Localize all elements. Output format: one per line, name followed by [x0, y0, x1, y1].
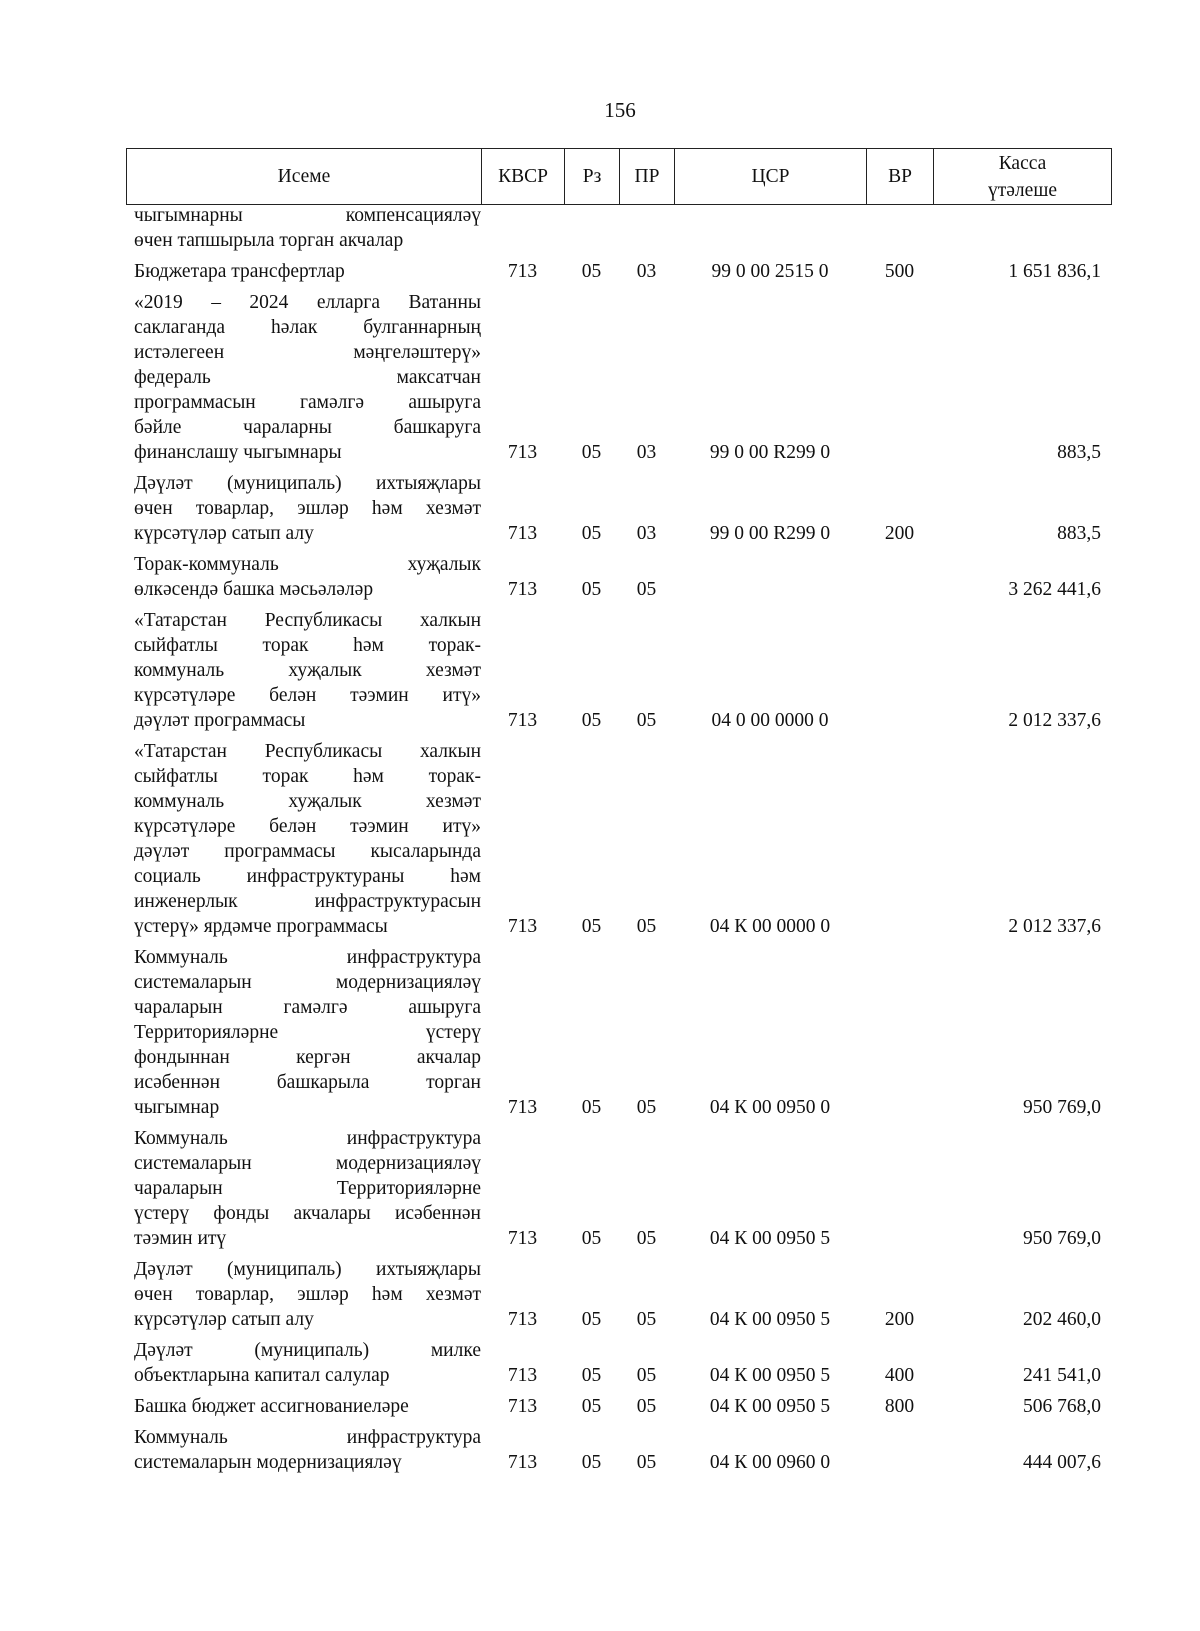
- row-name-line: үстерү» ярдәмче программасы: [134, 916, 388, 937]
- row-name-line: күрсәтүләре белән тәэмин итү»: [134, 816, 481, 837]
- row-name-line: Коммуналь инфраструктура: [134, 947, 481, 968]
- row-rz: 05: [581, 916, 602, 937]
- row-kvsr: 713: [507, 442, 538, 463]
- row-name-line: социаль инфраструктураны һәм: [134, 866, 481, 887]
- row-pr: 05: [636, 1396, 657, 1417]
- row-kvsr: 713: [507, 1452, 538, 1473]
- row-kvsr: 713: [507, 1309, 538, 1330]
- header-pr: ПР: [620, 149, 675, 205]
- row-kvsr: 713: [507, 261, 538, 282]
- table-row: [126, 945, 1136, 1126]
- row-name-line: Территорияләрне үстерү: [134, 1022, 481, 1043]
- row-name-line: финанслашу чыгымнары: [134, 442, 342, 463]
- table-row: [126, 259, 1136, 290]
- row-csr: 04 К 00 0950 0: [709, 1097, 831, 1118]
- row-name-line: исәбеннән башкарыла торган: [134, 1072, 481, 1093]
- row-name-line: Бюджетара трансфертлар: [134, 261, 345, 282]
- row-name: [126, 1338, 481, 1388]
- row-name-line: сыйфатлы торак һәм торак-: [134, 635, 481, 656]
- row-rz: 05: [581, 523, 602, 544]
- row-csr: 04 К 00 0000 0: [709, 916, 831, 937]
- row-rz: 05: [581, 261, 602, 282]
- row-name-line: өчен тапшырыла торган акчалар: [134, 230, 404, 251]
- table-row: [126, 739, 1136, 945]
- row-name: [126, 608, 481, 733]
- row-name-line: «Татарстан Республикасы халкын: [134, 610, 481, 631]
- table-row: [126, 552, 1136, 608]
- row-vr: 400: [884, 1365, 915, 1386]
- row-pr: 05: [636, 1452, 657, 1473]
- row-name: [126, 259, 481, 284]
- row-sum: 1 651 836,1: [1008, 261, 1101, 282]
- row-pr: 05: [636, 916, 657, 937]
- table-row: [126, 608, 1136, 739]
- row-name-line: өлкәсендә башка мәсьәләләр: [134, 579, 374, 600]
- table-row: [126, 1425, 1136, 1481]
- row-name: [126, 290, 481, 465]
- row-name-line: системаларын модернизацияләү: [134, 972, 481, 993]
- row-kvsr: 713: [507, 710, 538, 731]
- row-pr: 05: [636, 1309, 657, 1330]
- row-sum: 883,5: [1057, 442, 1101, 463]
- row-name-line: сыйфатлы торак һәм торак-: [134, 766, 481, 787]
- row-name-line: чараларын Территорияләрне: [134, 1178, 481, 1199]
- row-vr: 200: [884, 1309, 915, 1330]
- table-row: [126, 1257, 1136, 1338]
- row-kvsr: 713: [507, 1365, 538, 1386]
- table-row: [126, 471, 1136, 552]
- row-csr: 04 К 00 0950 5: [709, 1228, 831, 1249]
- table-row: [126, 203, 1136, 259]
- row-rz: 05: [581, 1396, 602, 1417]
- header-sum-line1: Касса: [998, 152, 1047, 174]
- row-name-line: системаларын модернизацияләү: [134, 1452, 402, 1473]
- row-name: [126, 471, 481, 546]
- row-rz: 05: [581, 1097, 602, 1118]
- row-name-line: чыгымнарны компенсацияләү: [134, 205, 481, 226]
- row-pr: 03: [636, 261, 657, 282]
- row-sum: 241 541,0: [1023, 1365, 1101, 1386]
- row-name-line: чараларын гамәлгә ашыруга: [134, 997, 481, 1018]
- row-kvsr: 713: [507, 523, 538, 544]
- row-pr: 05: [636, 1228, 657, 1249]
- row-sum: 2 012 337,6: [1008, 710, 1101, 731]
- row-csr: 04 К 00 0950 5: [709, 1396, 831, 1417]
- row-pr: 05: [636, 1097, 657, 1118]
- row-name-line: саклаганда һәлак булганнарның: [134, 317, 481, 338]
- row-name: [126, 1126, 481, 1251]
- row-name-line: инженерлык инфраструктурасын: [134, 891, 481, 912]
- header-sum-line2: үтәлеше: [988, 179, 1057, 201]
- row-name: [126, 739, 481, 939]
- row-vr: 500: [884, 261, 915, 282]
- row-name-line: программасын гамәлгә ашыруга: [134, 392, 481, 413]
- row-vr: 800: [884, 1396, 915, 1417]
- row-rz: 05: [581, 579, 602, 600]
- row-name-line: Дәүләт (муниципаль) ихтыяҗлары: [134, 1259, 481, 1280]
- table-row: [126, 1338, 1136, 1394]
- row-rz: 05: [581, 1309, 602, 1330]
- row-pr: 05: [636, 710, 657, 731]
- row-name-line: объектларына капитал салулар: [134, 1365, 390, 1386]
- row-name-line: дәүләт программасы: [134, 710, 306, 731]
- header-rz: Рз: [565, 149, 620, 205]
- row-name: [126, 552, 481, 602]
- row-rz: 05: [581, 1452, 602, 1473]
- row-sum: 883,5: [1057, 523, 1101, 544]
- row-kvsr: 713: [507, 1097, 538, 1118]
- row-name-line: үстерү фонды акчалары исәбеннән: [134, 1203, 481, 1224]
- row-name-line: «2019 – 2024 елларга Ватанны: [134, 292, 481, 313]
- row-name-line: федераль максатчан: [134, 367, 481, 388]
- row-pr: 03: [636, 523, 657, 544]
- row-csr: 04 К 00 0960 0: [709, 1452, 831, 1473]
- table-header: [126, 148, 1112, 205]
- row-rz: 05: [581, 442, 602, 463]
- row-name-line: Башка бюджет ассигнованиеләре: [134, 1396, 409, 1417]
- row-sum: 444 007,6: [1023, 1452, 1101, 1473]
- row-name-line: истәлегеен мәңгеләштерү»: [134, 342, 481, 363]
- row-csr: 04 0 00 0000 0: [711, 710, 829, 731]
- row-rz: 05: [581, 710, 602, 731]
- row-name: [126, 1425, 481, 1475]
- row-name-line: чыгымнар: [134, 1097, 220, 1118]
- row-name: [126, 1257, 481, 1332]
- row-sum: 950 769,0: [1023, 1228, 1101, 1249]
- row-name-line: Торак-коммуналь хуҗалык: [134, 554, 481, 575]
- row-pr: 05: [636, 579, 657, 600]
- table-row: [126, 1394, 1136, 1425]
- row-kvsr: 713: [507, 916, 538, 937]
- row-kvsr: 713: [507, 1228, 538, 1249]
- row-name-line: күрсәтүләре белән тәэмин итү»: [134, 685, 481, 706]
- row-name-line: өчен товарлар, эшләр һәм хезмәт: [134, 498, 481, 519]
- header-name: Исеме: [127, 149, 482, 205]
- row-name-line: Дәүләт (муниципаль) ихтыяҗлары: [134, 473, 481, 494]
- row-name-line: күрсәтүләр сатып алу: [134, 1309, 314, 1330]
- row-csr: 04 К 00 0950 5: [709, 1309, 831, 1330]
- row-pr: 05: [636, 1365, 657, 1386]
- row-name-line: күрсәтүләр сатып алу: [134, 523, 314, 544]
- row-sum: 950 769,0: [1023, 1097, 1101, 1118]
- row-name-line: дәүләт программасы кысаларында: [134, 841, 481, 862]
- page-number: 156: [604, 98, 636, 122]
- row-name-line: коммуналь хуҗалык хезмәт: [134, 660, 481, 681]
- table-row: [126, 1126, 1136, 1257]
- row-csr: 04 К 00 0950 5: [709, 1365, 831, 1386]
- row-name-line: Коммуналь инфраструктура: [134, 1128, 481, 1149]
- row-name: [126, 1394, 481, 1419]
- table-body: [126, 203, 1136, 1481]
- row-sum: 2 012 337,6: [1008, 916, 1101, 937]
- row-name-line: коммуналь хуҗалык хезмәт: [134, 791, 481, 812]
- row-rz: 05: [581, 1228, 602, 1249]
- row-csr: 99 0 00 R299 0: [709, 442, 831, 463]
- row-name: [126, 203, 481, 253]
- row-name-line: фондыннан кергән акчалар: [134, 1047, 481, 1068]
- row-rz: 05: [581, 1365, 602, 1386]
- row-name-line: бәйле чараларны башкаруга: [134, 417, 481, 438]
- header-csr: ЦСР: [675, 149, 867, 205]
- header-vr: ВР: [867, 149, 934, 205]
- row-csr: 99 0 00 R299 0: [709, 523, 831, 544]
- row-name-line: Коммуналь инфраструктура: [134, 1427, 481, 1448]
- row-kvsr: 713: [507, 1396, 538, 1417]
- row-csr: 99 0 00 2515 0: [711, 261, 829, 282]
- row-name-line: тәэмин итү: [134, 1228, 227, 1249]
- row-name-line: системаларын модернизацияләү: [134, 1153, 481, 1174]
- row-kvsr: 713: [507, 579, 538, 600]
- header-kvsr: КВСР: [482, 149, 565, 205]
- header-sum: [934, 149, 1112, 205]
- row-sum: 506 768,0: [1023, 1396, 1101, 1417]
- row-sum: 202 460,0: [1023, 1309, 1101, 1330]
- row-sum: 3 262 441,6: [1008, 579, 1101, 600]
- row-name: [126, 945, 481, 1120]
- table-row: [126, 290, 1136, 471]
- row-name-line: «Татарстан Республикасы халкын: [134, 741, 481, 762]
- row-name-line: Дәүләт (муниципаль) милке: [134, 1340, 481, 1361]
- row-name-line: өчен товарлар, эшләр һәм хезмәт: [134, 1284, 481, 1305]
- row-pr: 03: [636, 442, 657, 463]
- row-vr: 200: [884, 523, 915, 544]
